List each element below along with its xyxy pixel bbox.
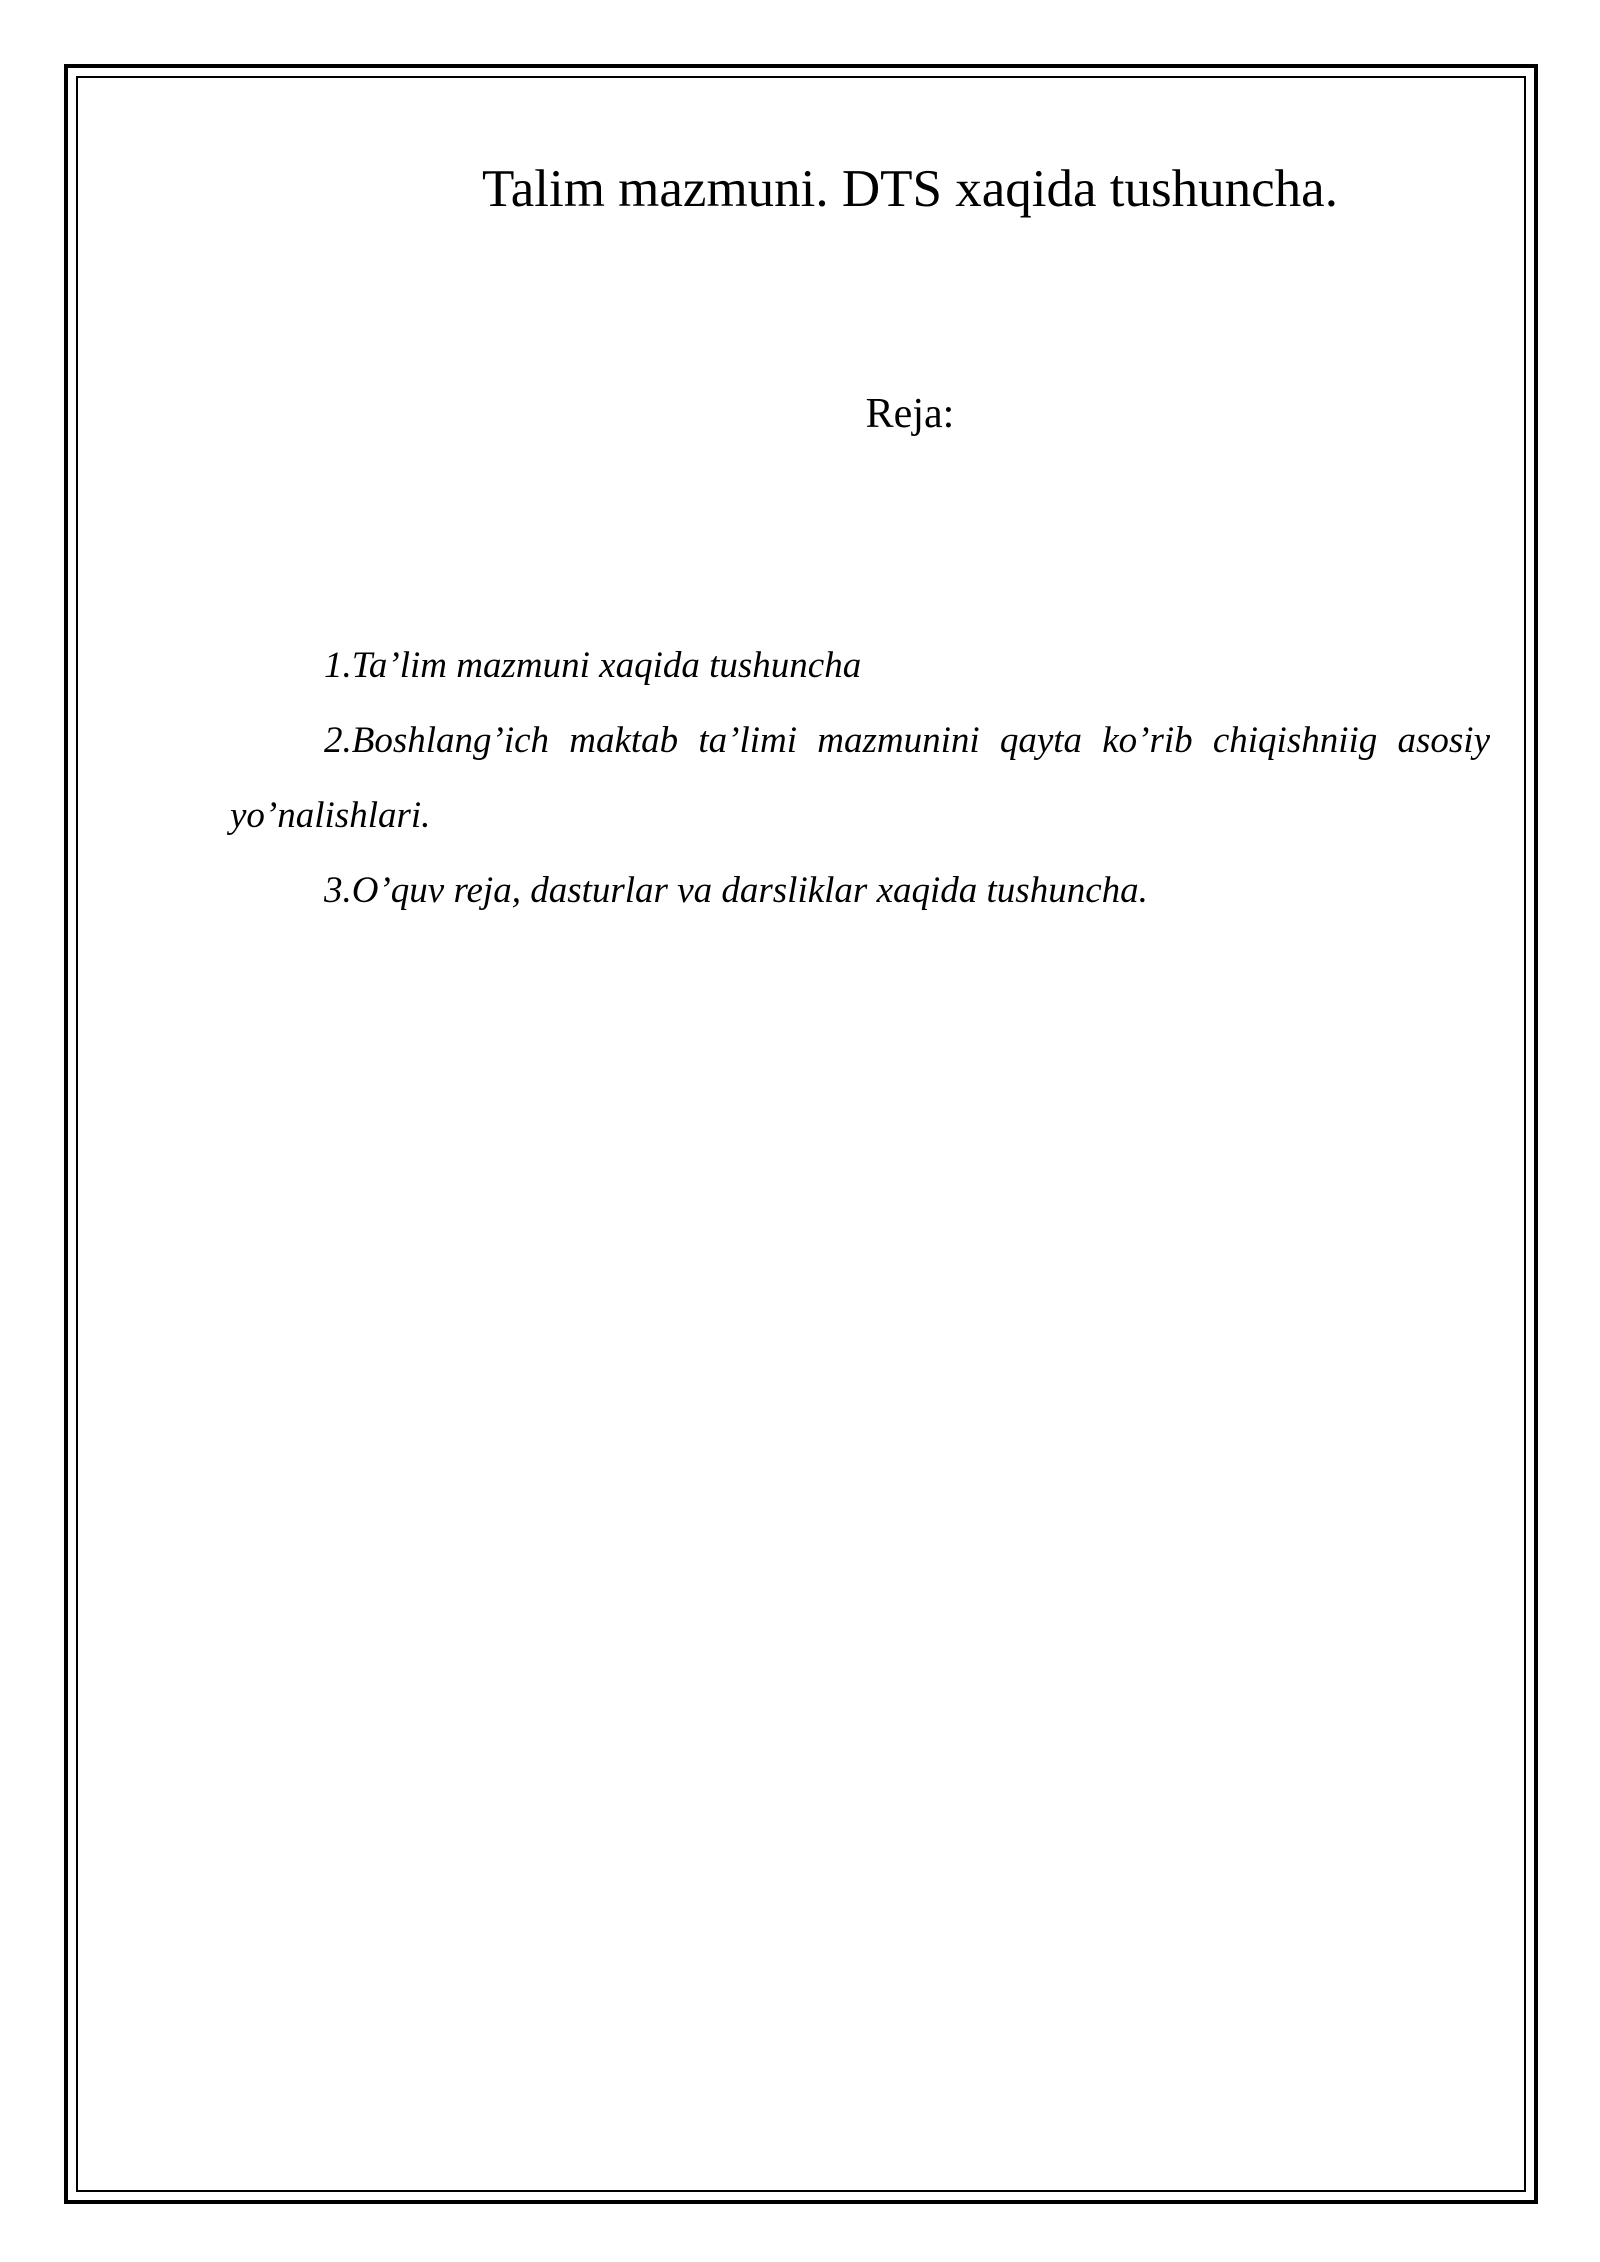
document-title: Talim mazmuni. DTS xaqida tushuncha. [482, 160, 1338, 218]
plan-item-3: 3.O’quv reja, dasturlar va darsliklar xaqida tushuncha. [324, 870, 1148, 911]
plan-list [230, 628, 1490, 928]
plan-item-1: 1.Ta’lim mazmuni xaqida tushuncha [324, 645, 862, 686]
plan-item-2: 2.Boshlang’ich maktab ta’limi mazmunini qayta ko’rib chiqishniig asosiy yo’nalishlari. [230, 720, 1490, 836]
plan-heading: Reja: [865, 391, 955, 437]
